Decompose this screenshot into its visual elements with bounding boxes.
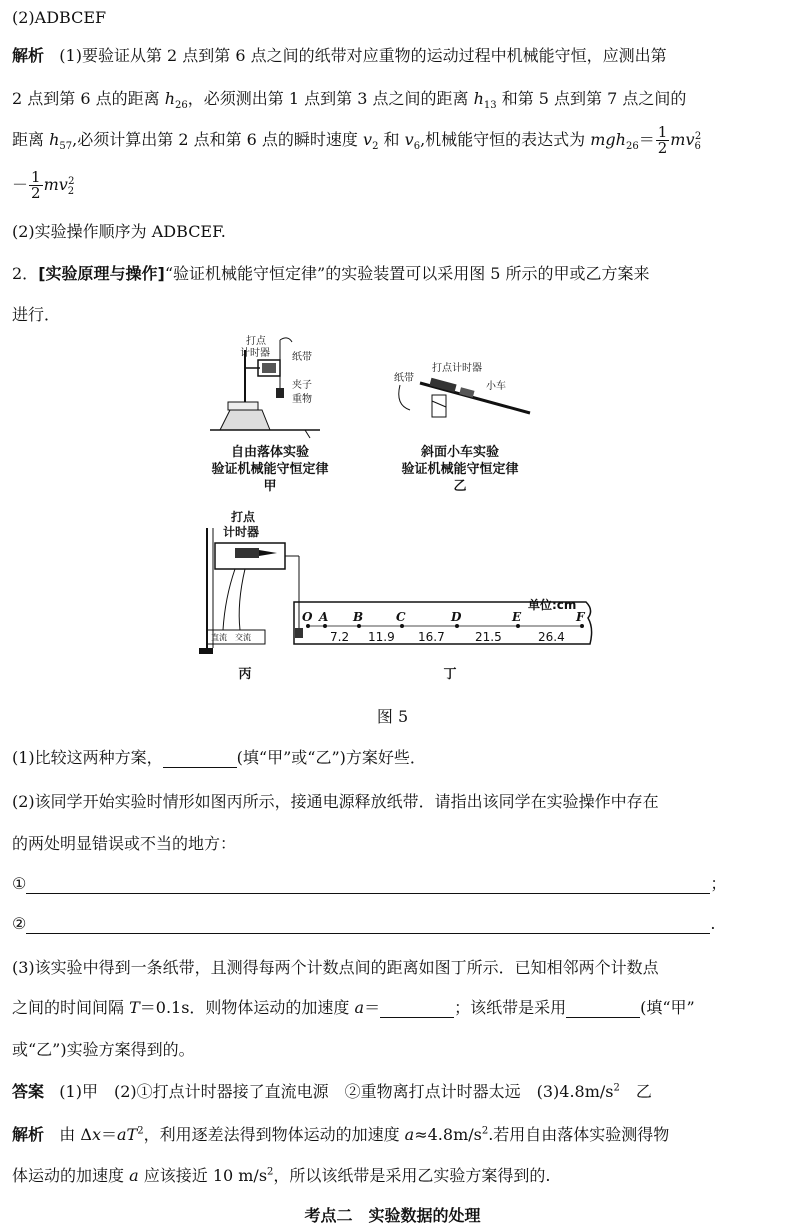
- ding-value-ab: 7.2: [330, 630, 350, 644]
- figure-bing-apparatus: [195, 508, 305, 658]
- answer-blank-3b[interactable]: [566, 1001, 640, 1018]
- fraction-half: $\frac{1}{2}$: [657, 123, 668, 157]
- jia-label-timer-2: 计时器: [240, 348, 270, 359]
- analysis-2-label: 解析: [12, 1125, 45, 1144]
- section-title: 考点二 实验数据的处理: [304, 1206, 481, 1225]
- ding-point-e: E: [512, 610, 522, 624]
- free-fall-apparatus-drawing: [200, 330, 340, 440]
- answer-blank-1[interactable]: [163, 751, 237, 768]
- part-2-blank-1-line: ① ；: [12, 874, 727, 893]
- analysis-paragraph-line-2: 2 点到第 6 点的距离 $h_{26}$，必须测出第 1 点到第 3 点之间的距离 $h_{13}$ 和第 5 点到第 7 点之间的: [12, 89, 687, 112]
- analysis-2-line-1: 解析 由 $\Delta x=aT^2$，利用逐差法得到物体运动的加速度 $a\approx 4.8m/s^2$.若用自由落体实验测得物: [12, 1125, 670, 1144]
- analysis-paragraph-line-3: 距离 $h_{57}$,必须计算出第 2 点和第 6 点的瞬时速度 $v_2$ 和 $v_6$,机械能守恒的表达式为 mgh$_{26}$＝ $\frac{1}{2}$ $mv_6^2$: [12, 123, 702, 157]
- jia-label-weight: 重物: [292, 394, 312, 405]
- analysis-step-order: (2)实验操作顺序为 ADBCEF.: [12, 222, 226, 241]
- figure-5-caption: 图 5: [376, 707, 409, 726]
- ding-point-a: A: [319, 610, 329, 624]
- part-2-line-2: 的两处明显错误或不当的地方：: [12, 834, 237, 853]
- ding-point-b: B: [353, 610, 364, 624]
- bing-label-ac: 交流: [235, 633, 251, 642]
- question-line-1: 2．[实验原理与操作]“验证机械能守恒定律”的实验装置可以采用图 5 所示的甲或乙方案来: [12, 264, 650, 283]
- part-3-line-3: 或“乙”)实验方案得到的。: [12, 1040, 195, 1059]
- jia-label-tape: 纸带: [292, 352, 312, 363]
- bing-label-timer-2: 计时器: [223, 525, 260, 539]
- ding-point-f: F: [576, 610, 585, 624]
- analysis-label: 解析: [12, 46, 45, 65]
- part-1-line: (1)比较这两种方案， (填“甲”或“乙”)方案好些．: [12, 748, 426, 767]
- jia-label-clip: 夹子: [292, 380, 312, 391]
- answer-blank-2a[interactable]: [26, 877, 710, 894]
- answer-line: 答案 (1)甲 (2)①打点计时器接了直流电源 ②重物离打点计时器太远 $(3)4.8m/s^2$ 乙: [12, 1082, 652, 1101]
- figure-bing-caption: 丙: [238, 667, 252, 682]
- analysis-formula-continuation: － $\frac{1}{2}$ $mv_2^2$: [12, 168, 75, 202]
- figure-jia-apparatus: [200, 330, 340, 440]
- figure-ding-caption: 丁: [443, 667, 457, 682]
- yi-label-timer: 打点计时器: [432, 363, 482, 374]
- figure-yi-apparatus: [390, 355, 540, 425]
- ding-value-de: 21.5: [475, 630, 502, 644]
- figure-yi-caption: 斜面小车实验 验证机械能守恒定律 乙: [401, 445, 519, 494]
- ding-value-ef: 26.4: [538, 630, 565, 644]
- ding-point-d: D: [451, 610, 462, 624]
- answer-label: 答案: [12, 1082, 45, 1101]
- bing-label-dc: 直流: [211, 633, 227, 642]
- jia-label-timer-1: 打点: [246, 336, 266, 347]
- part-2-blank-2-line: ② .: [12, 914, 716, 933]
- answer-blank-2b[interactable]: [26, 917, 710, 934]
- figure-jia-caption: 自由落体实验 验证机械能守恒定律 甲: [211, 445, 329, 494]
- ding-value-bc: 11.9: [368, 630, 395, 644]
- part-2-line-1: (2)该同学开始实验时情形如图丙所示，接通电源释放纸带．请指出该同学在实验操作中存在: [12, 792, 659, 811]
- bing-label-timer-1: 打点: [231, 510, 256, 524]
- figure-ding-tape: [290, 596, 600, 651]
- yi-label-cart: 小车: [486, 381, 506, 392]
- ding-value-cd: 16.7: [418, 630, 445, 644]
- analysis-2-line-2: 体运动的加速度 a 应该接近 10 $m/s^2$，所以该纸带是采用乙实验方案得到的.: [12, 1166, 551, 1185]
- answer-blank-3a[interactable]: [380, 1001, 454, 1018]
- part-3-line-2: 之间的时间间隔 T＝0.1s．则物体运动的加速度 a＝ ；该纸带是采用 (填“甲”: [12, 998, 695, 1017]
- ding-point-c: C: [396, 610, 406, 624]
- analysis-paragraph-line-1: 解析 (1)要验证从第 2 点到第 6 点之间的纸带对应重物的运动过程中机械能守恒，应测出第: [12, 46, 667, 65]
- part-3-line-1: (3)该实验中得到一条纸带，且测得每两个计数点间的距离如图丁所示．已知相邻两个计数点: [12, 958, 659, 977]
- question-line-2: 进行．: [12, 305, 61, 324]
- prev-answer-line: (2)ADBCEF: [12, 8, 107, 27]
- yi-label-tape: 纸带: [394, 373, 414, 384]
- ding-point-o: O: [302, 610, 313, 624]
- ding-unit-label: 单位:cm: [528, 598, 577, 612]
